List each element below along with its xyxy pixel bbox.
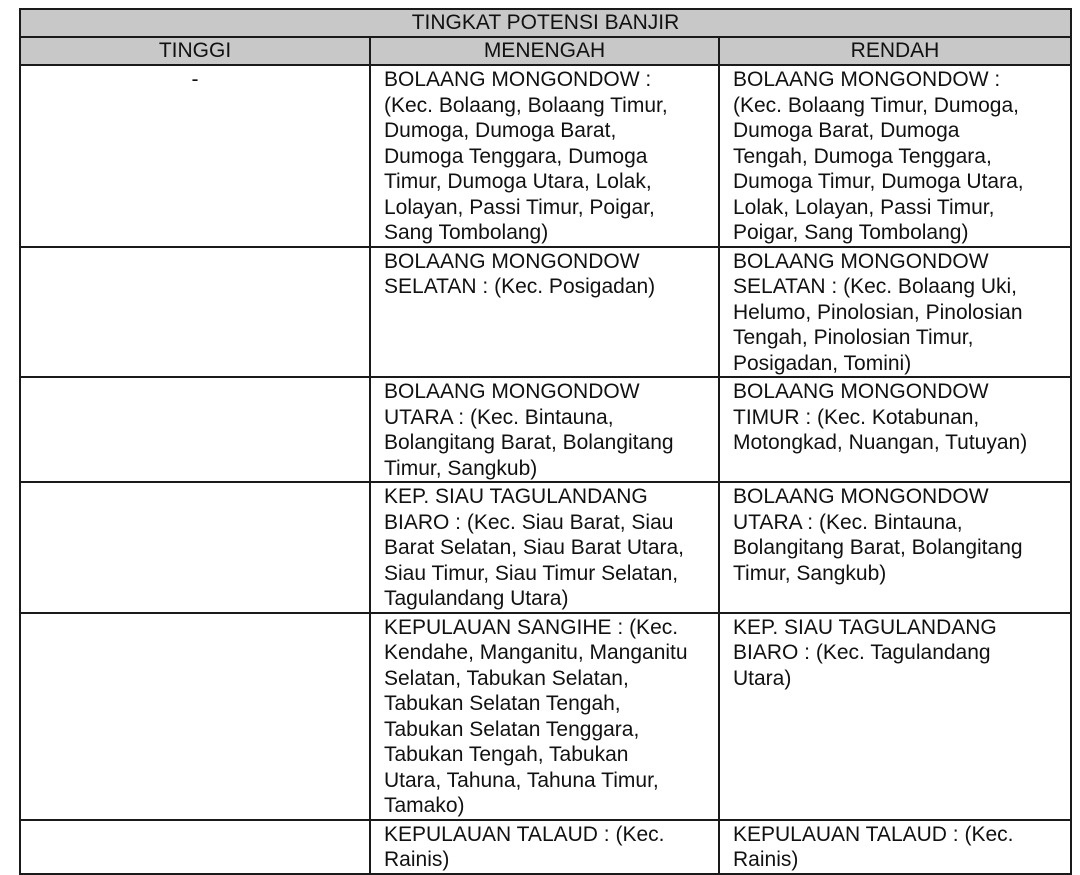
table-row bbox=[20, 613, 1071, 820]
cell-rendah: BOLAANG MONGONDOW SELATAN : (Kec. Bolaang Uki, Helumo, Pinolosian, Pinolosian Tengah, Pinolosian Timur, Posigadan, Tomini) bbox=[719, 247, 1071, 378]
table-row bbox=[20, 247, 1071, 378]
cell-rendah: BOLAANG MONGONDOW UTARA : (Kec. Bintauna, Bolangitang Barat, Bolangitang Timur, Sangkub) bbox=[719, 482, 1071, 613]
cell-menengah: BOLAANG MONGONDOW SELATAN : (Kec. Posigadan) bbox=[370, 247, 719, 378]
cell-menengah: KEPULAUAN SANGIHE : (Kec. Kendahe, Manganitu, Manganitu Selatan, Tabukan Selatan, Tabukan Selatan Tengah, Tabukan Selatan Tenggara, Tabukan Tengah, Tabukan Utara, Tahuna, Tahuna Timur, Tamako) bbox=[370, 613, 719, 820]
header-rendah: RENDAH bbox=[719, 37, 1071, 65]
flood-potential-table bbox=[19, 8, 1072, 875]
cell-menengah: BOLAANG MONGONDOW UTARA : (Kec. Bintauna, Bolangitang Barat, Bolangitang Timur, Sangkub) bbox=[370, 377, 719, 482]
table-row bbox=[20, 377, 1071, 482]
header-tinggi: TINGGI bbox=[20, 37, 370, 65]
cell-tinggi bbox=[20, 482, 370, 613]
cell-tinggi bbox=[20, 613, 370, 820]
cell-tinggi bbox=[20, 820, 370, 874]
table-header-row bbox=[20, 37, 1071, 65]
cell-menengah: KEPULAUAN TALAUD : (Kec. Rainis) bbox=[370, 820, 719, 874]
cell-tinggi bbox=[20, 247, 370, 378]
table-row bbox=[20, 820, 1071, 874]
cell-menengah: KEP. SIAU TAGULANDANG BIARO : (Kec. Siau Barat, Siau Barat Selatan, Siau Barat Utara, Siau Timur, Siau Timur Selatan, Tagulandang Utara) bbox=[370, 482, 719, 613]
table-title-row bbox=[20, 9, 1071, 37]
cell-rendah: KEP. SIAU TAGULANDANG BIARO : (Kec. Tagulandang Utara) bbox=[719, 613, 1071, 820]
table-row bbox=[20, 482, 1071, 613]
cell-rendah: KEPULAUAN TALAUD : (Kec. Rainis) bbox=[719, 820, 1071, 874]
cell-menengah: BOLAANG MONGONDOW : (Kec. Bolaang, Bolaang Timur, Dumoga, Dumoga Barat, Dumoga Tenggara, Dumoga Timur, Dumoga Utara, Lolak, Lolayan, Passi Timur, Poigar, Sang Tombolang) bbox=[370, 65, 719, 247]
cell-rendah: BOLAANG MONGONDOW TIMUR : (Kec. Kotabunan, Motongkad, Nuangan, Tutuyan) bbox=[719, 377, 1071, 482]
cell-rendah: BOLAANG MONGONDOW : (Kec. Bolaang Timur, Dumoga, Dumoga Barat, Dumoga Tengah, Dumoga Tenggara, Dumoga Timur, Dumoga Utara, Lolak, Lolayan, Passi Timur, Poigar, Sang Tombolang) bbox=[719, 65, 1071, 247]
table-row bbox=[20, 65, 1071, 247]
cell-tinggi bbox=[20, 377, 370, 482]
header-menengah: MENENGAH bbox=[370, 37, 719, 65]
cell-tinggi: - bbox=[20, 65, 370, 247]
table-title: TINGKAT POTENSI BANJIR bbox=[20, 9, 1071, 37]
